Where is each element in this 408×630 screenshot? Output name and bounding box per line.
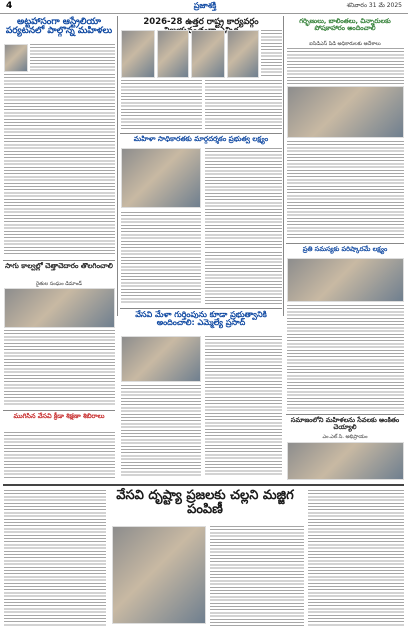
headline-right-top: గర్భిణులు, బాలింతలు, చిన్నారులకు పోషకాహారం అందించాలి [299,17,391,32]
headline-left-lower: ముగిసిన వేసవి క్రీడా శిక్షణా శిబిరాలు [13,412,105,420]
article-body-text [287,305,404,411]
headline-center-band: వేసవి మేళా గుర్తింపును కూడా ప్రభుత్వానికి అందించాలి: ఎమ్మెల్యే ప్రసాద్ [135,310,267,328]
article-body-text [121,385,201,476]
article-body-text [4,74,115,256]
article-photo [157,30,189,78]
section-divider [120,308,282,309]
article-photo [121,148,201,208]
article-photo [191,30,225,78]
article-body-text [4,330,115,406]
subheadline-right-top: ఐసిడిఎస్ పిడి అధికారులకు ఆదేశాలు [309,41,381,47]
article-body-text [121,212,201,304]
column-divider [283,16,284,316]
headline-right-lower: సమాజంలోని మహిళలను సేవలకు అంకితం చెయ్యాలి [290,416,400,431]
article-photo [4,288,115,328]
article-body-text [30,44,115,72]
article-body-text [287,141,404,239]
headline-bottom-lead: వేసవి దృష్ట్యా ప్రజలకు చల్లని మజ్జిగ పంపిణీ [116,488,294,517]
article-body-text [4,432,115,480]
article-body-text [4,490,106,626]
section-divider [286,243,404,244]
section-divider [3,260,115,261]
subheadline-left-mid: రైతుల సంఘం డిమాండ్ [36,281,82,287]
headline-right-mid: ప్రతి సమస్యకు పరిష్కారమే లక్ష్యం [302,245,388,253]
article-body-text [210,526,304,626]
article-photo [121,336,201,382]
article-photo [287,258,404,302]
article-body-text [205,148,282,248]
article-body-text [205,336,282,476]
article-body-text [261,30,282,78]
article-photo [112,526,206,624]
article-photo [287,86,404,138]
section-divider [286,414,404,415]
article-body-text [205,252,282,304]
headline-left-top: అట్టహాసంగా ఆస్ట్రేలియా పర్యటనలో పాల్గొన్న మహిళలు [5,17,113,37]
section-divider [3,410,115,411]
page-number: 4 [6,1,13,11]
dateline: శనివారం 31 మే 2025 [346,2,402,9]
article-photo [287,442,404,480]
article-body-text [121,80,202,130]
article-body-text [308,490,404,626]
article-body-text [287,48,404,84]
headline-center-top: 2026-28 ఉత్తర రాష్ట్ర కార్యవర్గం విజయవంతంగా [143,17,259,36]
subheadline-right-lower: ఎం.ఎల్.సి. అభిప్రాయం [322,434,368,440]
column-divider [117,16,118,316]
article-body-text [205,80,282,130]
masthead: ప్రజాశక్తి [193,1,217,10]
section-divider [3,484,404,486]
section-divider [120,133,282,134]
headline-left-mid: సాగు కాల్వల్లో చెత్తాచెదారం తొలగించాలి [5,262,113,270]
article-photo [121,30,155,78]
article-photo [227,30,259,78]
headline-center-mid: మహిళా సాధికారతకు మార్గదర్శకం ప్రభుత్వ లక్ష్యం [133,135,269,143]
article-photo [4,44,28,72]
